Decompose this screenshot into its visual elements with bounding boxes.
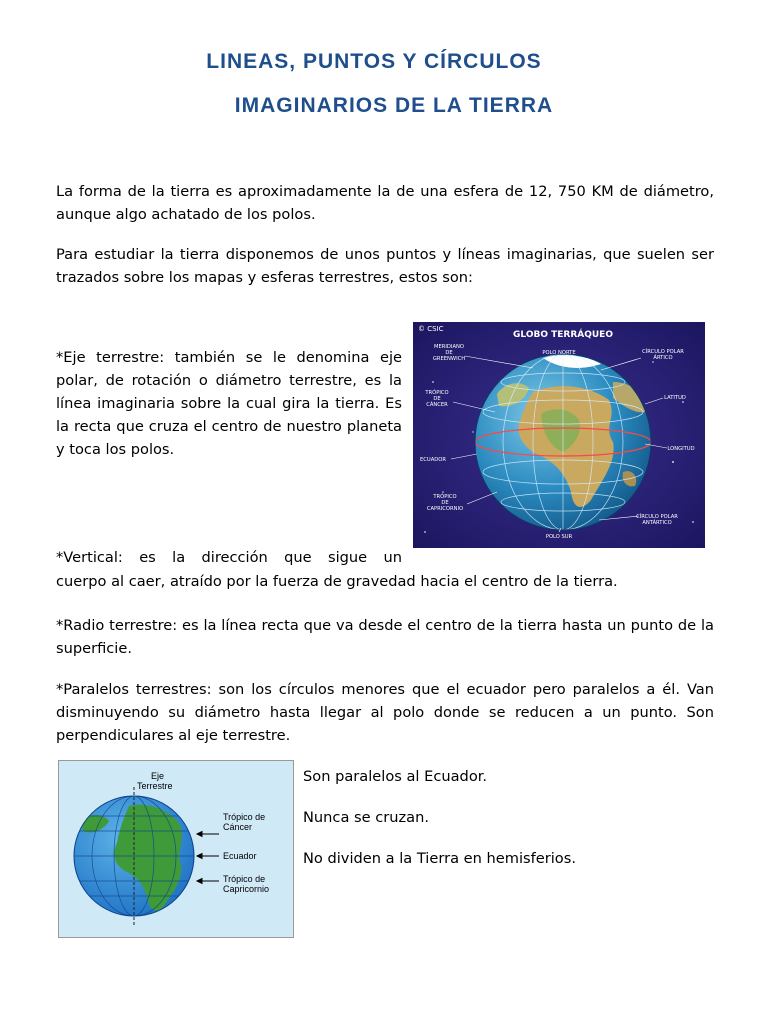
label-meridiano: MERIDIANO — [434, 344, 464, 350]
eje-terrestre-paragraph: *Eje terrestre: también se le denomina eje polar, de rotación o diámetro terrestre, es la línea imaginaria sobre la cual gira la tierra. Es la recta que cruza el centro de nuestro planeta y toca los polos. — [56, 349, 402, 458]
label-tropico-de-2: DE — [441, 500, 449, 506]
label-eje: Eje — [151, 771, 165, 781]
label-longitud: LONGITUD — [667, 446, 695, 452]
label-tropico-2: TRÓPICO — [433, 494, 457, 500]
csic-credit: © CSIC — [418, 325, 444, 333]
label-antartico: ANTÁRTICO — [642, 520, 672, 526]
svg-text:Trópico deCapricornio — [223, 874, 269, 894]
fact-item: Son paralelos al Ecuador. — [303, 768, 488, 785]
vertical-paragraph-end: cuerpo al caer, atraído por la fuerza de gravedad hacia el centro de la tierra. — [56, 573, 618, 590]
page-title-line-1: LINEAS, PUNTOS Y CÍRCULOS — [206, 50, 542, 73]
globe-terraqueo-image — [413, 322, 705, 548]
label-tropico-cancer: Trópico de — [223, 812, 266, 822]
intro-paragraph: La forma de la tierra es aproximadamente la de una esfera de 12, 750 KM de diámetro, aunque algo achatado de los polos. — [56, 183, 714, 223]
fact-item: No dividen a la Tierra en hemisferios. — [303, 850, 576, 867]
label-cancer: CÁNCER — [426, 402, 448, 408]
label-tropico-capricornio: Trópico de — [223, 874, 266, 884]
study-paragraph: Para estudiar la tierra disponemos de unos puntos y líneas imaginarias, que suelen ser trazados sobre los mapas y esferas terrestres, estos son: — [56, 246, 714, 286]
label-terrestre: Terrestre — [137, 781, 173, 791]
fact-item: Nunca se cruzan. — [303, 809, 430, 826]
page-title-line-2: IMAGINARIOS DE LA TIERRA — [234, 94, 554, 117]
label-artico: ÁRTICO — [653, 355, 673, 361]
label-tropico: TRÓPICO — [425, 390, 449, 396]
label-cancer-2: Cáncer — [223, 822, 253, 832]
label-polo-sur: POLO SUR — [545, 534, 573, 540]
eje-terrestre-image — [58, 760, 294, 938]
label-greenwich: GREENWICH — [432, 356, 466, 362]
label-capricornio: CAPRICORNIO — [426, 506, 464, 512]
radio-terrestre-paragraph: *Radio terrestre: es la línea recta que va desde el centro de la tierra hasta un punto de la superficie. — [56, 617, 714, 657]
label-capricornio-2: Capricornio — [223, 884, 270, 894]
label-ecuador-2: Ecuador — [223, 851, 257, 861]
paralelos-paragraph: *Paralelos terrestres: son los círculos menores que el ecuador pero paralelos a él. Van disminuyendo su diámetro hasta llegar al polo donde se reducen a un punto. Son perpendiculares al eje terrestre. — [56, 681, 714, 744]
vertical-paragraph-start: *Vertical: es la dirección que sigue un — [56, 549, 402, 566]
label-ecuador: ECUADOR — [420, 457, 446, 463]
label-tropico-de: DE — [433, 396, 441, 402]
label-meridiano-de: DE — [445, 350, 453, 356]
label-polo-norte: POLO NORTE — [542, 350, 576, 356]
label-circulo-artico: CÍRCULO POLAR — [642, 349, 684, 355]
globe-heading: GLOBO TERRÁQUEO — [513, 330, 613, 340]
label-circulo-antartico: CÍRCULO POLAR — [636, 514, 678, 520]
label-latitud: LATITUD — [664, 395, 686, 401]
